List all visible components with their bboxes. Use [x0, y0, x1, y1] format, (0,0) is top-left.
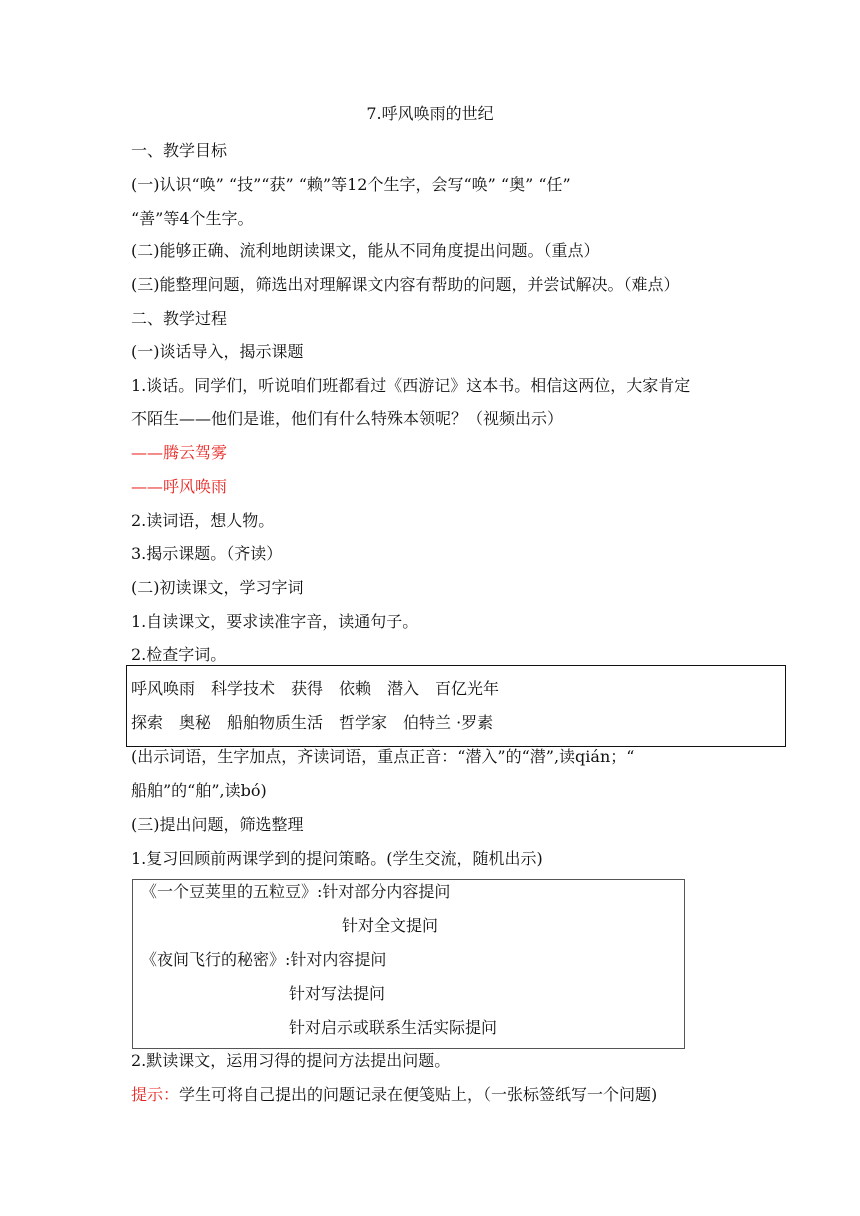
- step-2-item-2: 2.检查字词。: [131, 645, 227, 664]
- step-1-item-3: 3.揭示课题。（齐读）: [131, 544, 283, 563]
- red-phrase-1: ——腾云驾雾: [131, 443, 228, 462]
- step-1-item-2: 2.读词语，想人物。: [131, 511, 275, 530]
- step-2-item-1: 1.自读课文，要求读准字音，读通句子。: [131, 612, 419, 631]
- pronunciation-note-line-1: (出示词语，生字加点，齐读词语，重点正音：“潜入”的“潜”,读qián；“: [131, 747, 635, 766]
- step-3-title: (三)提出问题，筛选整理: [131, 815, 304, 834]
- word-box: [126, 665, 786, 747]
- step-2-title: (二)初读课文，学习字词: [131, 578, 304, 597]
- strategy-line-2: 针对全文提问: [342, 916, 439, 935]
- section-heading-process: 二、教学过程: [131, 309, 228, 328]
- word-box-row-1: 呼风唤雨 科学技术 获得 依赖 潜入 百亿光年: [131, 679, 500, 698]
- strategy-box: [132, 879, 685, 1049]
- section-heading-goals: 一、教学目标: [131, 141, 228, 160]
- tip: [131, 1085, 657, 1105]
- strategy-line-3: 《夜间飞行的秘密》:针对内容提问: [141, 950, 387, 969]
- tip-text: 学生可将自己提出的问题记录在便笺贴上，（一张标签纸写一个问题): [179, 1085, 658, 1104]
- step-3-item-1: 1.复习回顾前两课学到的提问策略。(学生交流，随机出示): [131, 849, 543, 868]
- pronunciation-note-line-2: 船舶”的“舶”,读bó): [131, 781, 267, 800]
- tip-label: 提示：: [131, 1085, 180, 1104]
- word-box-row-2: 探索 奥秘 船舶物质生活 哲学家 伯特兰 ·罗素: [131, 713, 494, 732]
- goal-1-line-1: (一)认识“唤” “技”“获” “赖”等12个生字，会写“唤” “奥” “任”: [131, 175, 571, 194]
- step-3-item-2: 2.默读课文，运用习得的提问方法提出问题。: [131, 1051, 451, 1070]
- step-1-title: (一)谈话导入，揭示课题: [131, 342, 304, 361]
- goal-2: (二)能够正确、流利地朗读课文，能从不同角度提出问题。（重点）: [131, 241, 600, 260]
- step-1-item-1-line-1: 1.谈话。同学们，听说咱们班都看过《西游记》这本书。相信这两位，大家肯定: [131, 376, 691, 395]
- strategy-line-1: 《一个豆荚里的五粒豆》:针对部分内容提问: [141, 882, 451, 901]
- step-1-item-1-line-2: 不陌生——他们是谁，他们有什么特殊本领呢？（视频出示）: [131, 409, 564, 428]
- strategy-line-5: 针对启示或联系生活实际提问: [289, 1018, 498, 1037]
- goal-1-line-2: “善”等4个生字。: [131, 209, 254, 228]
- red-phrase-2: ——呼风唤雨: [131, 477, 228, 496]
- strategy-line-4: 针对写法提问: [289, 984, 386, 1003]
- goal-3: (三)能整理问题，筛选出对理解课文内容有帮助的问题，并尝试解决。（难点）: [131, 275, 680, 294]
- lesson-title: 7.呼风唤雨的世纪: [366, 104, 494, 123]
